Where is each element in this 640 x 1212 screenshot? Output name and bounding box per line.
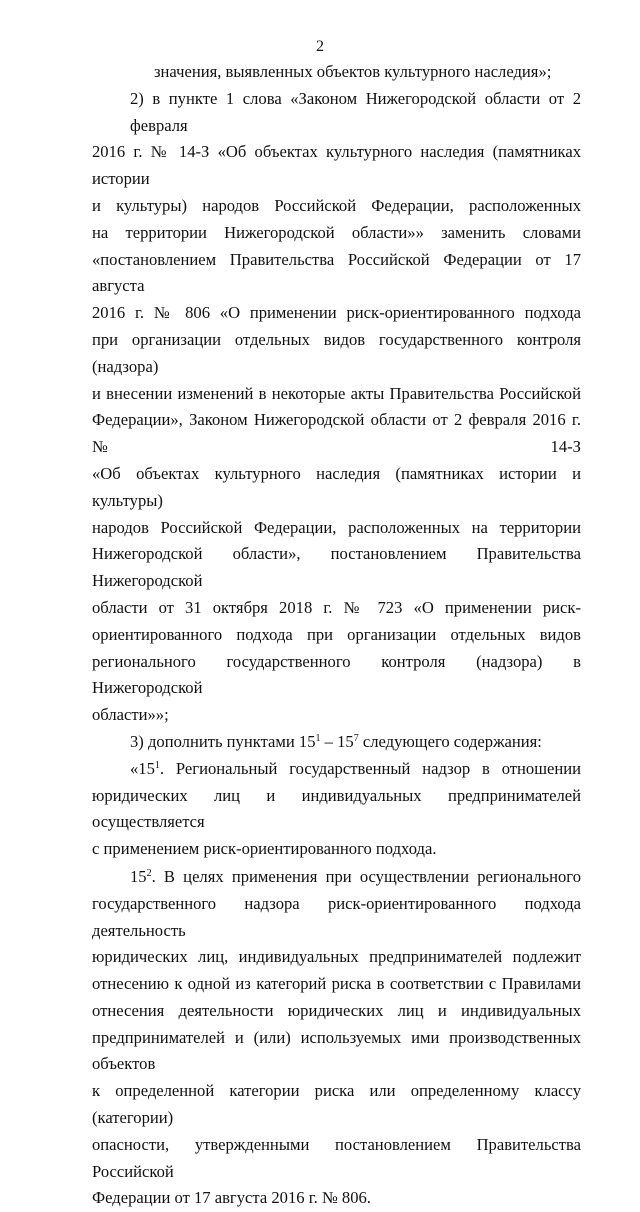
text-line: Нижегородской области», постановлением Правительства Нижегородской <box>92 544 581 591</box>
text-line: значения, выявленных объектов культурного наследия»; <box>154 62 552 81</box>
text-line <box>92 756 581 783</box>
text-line: и культуры) народов Российской Федерации, расположенных <box>92 195 581 215</box>
superscript: 1 <box>154 759 160 771</box>
document-body <box>92 59 581 1212</box>
text-line: государственного надзора риск-ориентированного подхода деятельность <box>92 893 581 940</box>
text-line <box>92 729 581 756</box>
superscript: 1 <box>315 732 321 744</box>
text-line: юридических лиц и индивидуальных предпринимателей осуществляется <box>92 785 581 832</box>
text-line: и внесении изменений в некоторые акты Правительства Российской <box>92 383 581 403</box>
text-fragment: . В целях применения при осуществлении регионального <box>151 866 581 886</box>
text-line: народов Российской Федерации, расположенных на территории <box>92 517 581 537</box>
text-line: опасности, утвержденными постановлением Правительства Российской <box>92 1134 581 1181</box>
superscript: 7 <box>353 732 359 744</box>
text-fragment: «15 <box>130 758 155 778</box>
text-line: «Об объектах культурного наследия (памятниках истории и культуры) <box>92 463 581 510</box>
text-fragment: следующего содержания: <box>358 731 542 751</box>
text-line: отнесению к одной из категорий риска в соответствии с Правилами <box>92 974 581 994</box>
text-line: юридических лиц, индивидуальных предпринимателей подлежит <box>92 947 581 967</box>
text-line: 2) в пункте 1 слова «Законом Нижегородской области от 2 февраля <box>130 88 581 135</box>
text-line: отнесения деятельности юридических лиц и индивидуальных <box>92 1000 581 1020</box>
text-line: при организации отдельных видов государственного контроля (надзора) <box>92 329 581 376</box>
text-line: Федерации от 17 августа 2016 г. № 806. <box>92 1188 371 1208</box>
text-line: «постановлением Правительства Российской Федерации от 17 августа <box>92 249 581 296</box>
superscript: 2 <box>146 867 152 879</box>
text-line: Федерации», Законом Нижегородской области от 2 февраля 2016 г. № 14-З <box>92 410 581 457</box>
text-line: 2016 г. № 14-З «Об объектах культурного наследия (памятниках истории <box>92 142 581 189</box>
text-fragment: 3) дополнить пунктами 15 <box>130 731 316 751</box>
text-line: 2016 г. № 806 «О применении риск-ориентированного подхода <box>92 303 581 323</box>
text-line: ориентированного подхода при организации отдельных видов <box>92 624 581 644</box>
text-line: с применением риск-ориентированного подхода. <box>92 839 437 859</box>
text-line: к определенной категории риска или определенному классу (категории) <box>92 1081 581 1128</box>
text-fragment: 15 <box>130 866 147 886</box>
text-line: области»»; <box>92 705 169 725</box>
text-line <box>92 864 581 891</box>
text-line: предпринимателей и (или) используемых ими производственных объектов <box>92 1027 581 1074</box>
text-line: области от 31 октября 2018 г. № 723 «О применении риск- <box>92 597 581 617</box>
text-fragment: – 15 <box>320 731 354 751</box>
text-line: на территории Нижегородской области»» заменить словами <box>92 222 581 242</box>
text-line: регионального государственного контроля (надзора) в Нижегородской <box>92 651 581 698</box>
text-fragment: . Региональный государственный надзор в отношении <box>159 758 581 778</box>
page-number: 2 <box>316 38 324 55</box>
